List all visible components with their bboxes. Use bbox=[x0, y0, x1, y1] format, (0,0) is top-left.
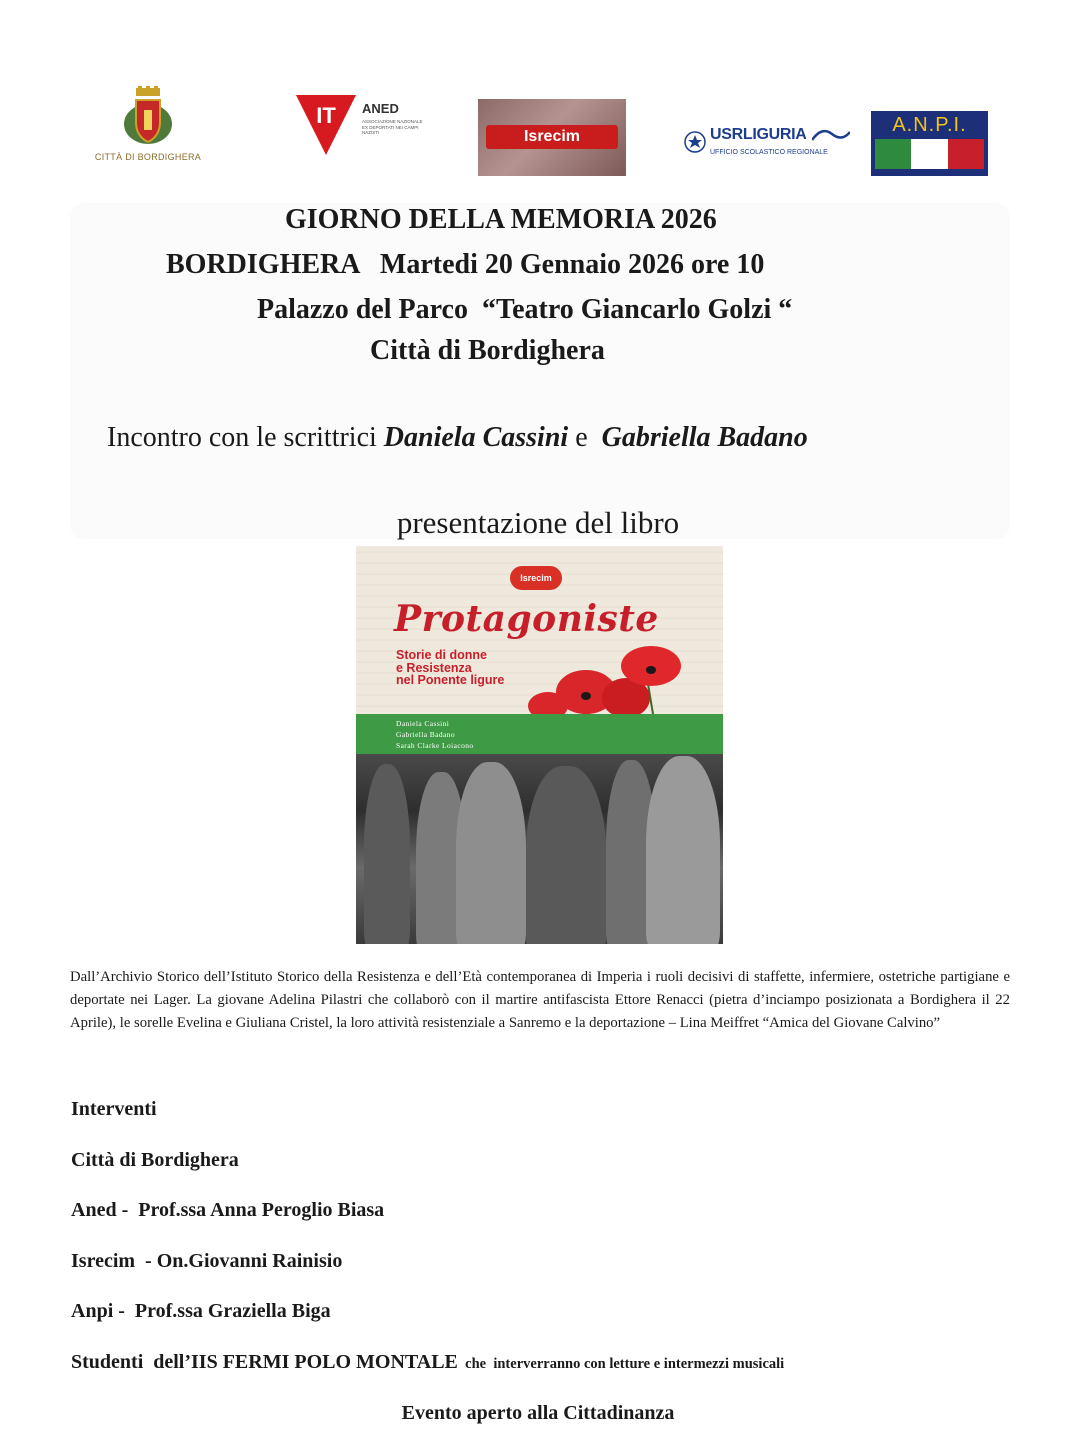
aned-mark: IT bbox=[316, 103, 336, 128]
author-2: Gabriella Badano bbox=[601, 422, 808, 453]
liguria-wave-icon bbox=[812, 124, 850, 144]
book-cover-photo bbox=[356, 754, 723, 944]
event-title: GIORNO DELLA MEMORIA 2026 bbox=[285, 204, 717, 235]
students-note: che interverranno con letture e intermezzi musicali bbox=[457, 1356, 785, 1372]
students-item bbox=[71, 1351, 784, 1374]
flag-white-stripe bbox=[911, 139, 947, 169]
isrecim-name: Isrecim bbox=[486, 125, 618, 149]
presentation-label: presentazione del libro bbox=[396, 505, 680, 540]
book-subtitle-line: e Resistenza bbox=[396, 660, 472, 675]
closing-note: Evento aperto alla Cittadinanza bbox=[401, 1402, 675, 1424]
photo-figure bbox=[646, 756, 720, 944]
anpi-logo bbox=[871, 111, 988, 176]
meeting-line bbox=[107, 422, 808, 454]
usr-liguria-logo bbox=[684, 124, 850, 168]
flag-green-stripe bbox=[875, 139, 911, 169]
aned-triangle-icon bbox=[296, 95, 356, 157]
speaker-item: Anpi - Prof.ssa Graziella Biga bbox=[71, 1300, 331, 1322]
bordighera-caption: CITTÀ DI BORDIGHERA bbox=[94, 152, 202, 162]
citta-di-bordighera-logo bbox=[86, 86, 210, 170]
usr-name: USRLIGURIA bbox=[710, 126, 807, 143]
speaker-item: Aned - Prof.ssa Anna Peroglio Biasa bbox=[71, 1199, 385, 1221]
isrecim-logo bbox=[478, 99, 626, 176]
event-venue: Palazzo del Parco “Teatro Giancarlo Golzi “ bbox=[257, 294, 793, 325]
book-authors bbox=[396, 718, 474, 751]
aned-logo bbox=[296, 95, 426, 159]
book-author: Daniela Cassini bbox=[396, 719, 450, 728]
meeting-intro: Incontro con le scrittrici bbox=[107, 422, 384, 453]
italian-republic-seal-icon bbox=[684, 128, 706, 156]
meeting-conjunction: e bbox=[568, 422, 602, 453]
author-1: Daniela Cassini bbox=[383, 422, 569, 453]
students-label: Studenti dell’IIS FERMI POLO MONTALE bbox=[71, 1351, 458, 1373]
event-description: Dall’Archivio Storico dell’Istituto Storico della Resistenza e dell’Età contemporanea di Imperia i ruoli decisivi di staffette, infermiere, ostetriche partigiane e deportate nei Lager. La giovane Adelina Pilastri che collaborò con il martire antifascista Ettore Renacci (pietra d’inciampo posizionata a Bordighera il 22 Aprile), le sorelle Evelina e Giuliana Cristel, la loro attività resistenziale a Sanremo e la deportazione – Lina Meiffret “Amica del Giovane Calvino” bbox=[70, 969, 1010, 1031]
book-subtitle-line: nel Ponente ligure bbox=[396, 673, 505, 687]
book-author: Sarah Clarke Loiacono bbox=[396, 741, 474, 750]
book-subtitle-line: Storie di donne bbox=[396, 648, 487, 662]
speaker-item: Isrecim - On.Giovanni Rainisio bbox=[71, 1250, 343, 1272]
photo-figure bbox=[526, 766, 606, 944]
book-publisher: Isrecim bbox=[510, 566, 562, 590]
interventi-heading: Interventi bbox=[71, 1098, 157, 1120]
event-city: Città di Bordighera bbox=[370, 335, 605, 366]
bordighera-crest-icon bbox=[122, 86, 174, 148]
speaker-item: Città di Bordighera bbox=[71, 1149, 239, 1171]
photo-figure bbox=[364, 764, 410, 944]
book-cover bbox=[356, 546, 723, 944]
photo-figure bbox=[456, 762, 526, 944]
aned-name: ANED bbox=[362, 101, 399, 116]
event-date-line: BORDIGHERA Martedi 20 Gennaio 2026 ore 10 bbox=[166, 249, 765, 280]
anpi-name: A.N.P.I. bbox=[892, 114, 967, 136]
italian-flag-icon bbox=[875, 139, 984, 169]
book-title: Protagoniste bbox=[394, 598, 659, 640]
book-author: Gabriella Badano bbox=[396, 730, 456, 739]
aned-subtext: ASSOCIAZIONE NAZIONALE EX DEPORTATI NEI CAMPI NAZISTI bbox=[362, 119, 423, 135]
usr-subtext: UFFICIO SCOLASTICO REGIONALE bbox=[710, 149, 828, 156]
flag-red-stripe bbox=[948, 139, 984, 169]
